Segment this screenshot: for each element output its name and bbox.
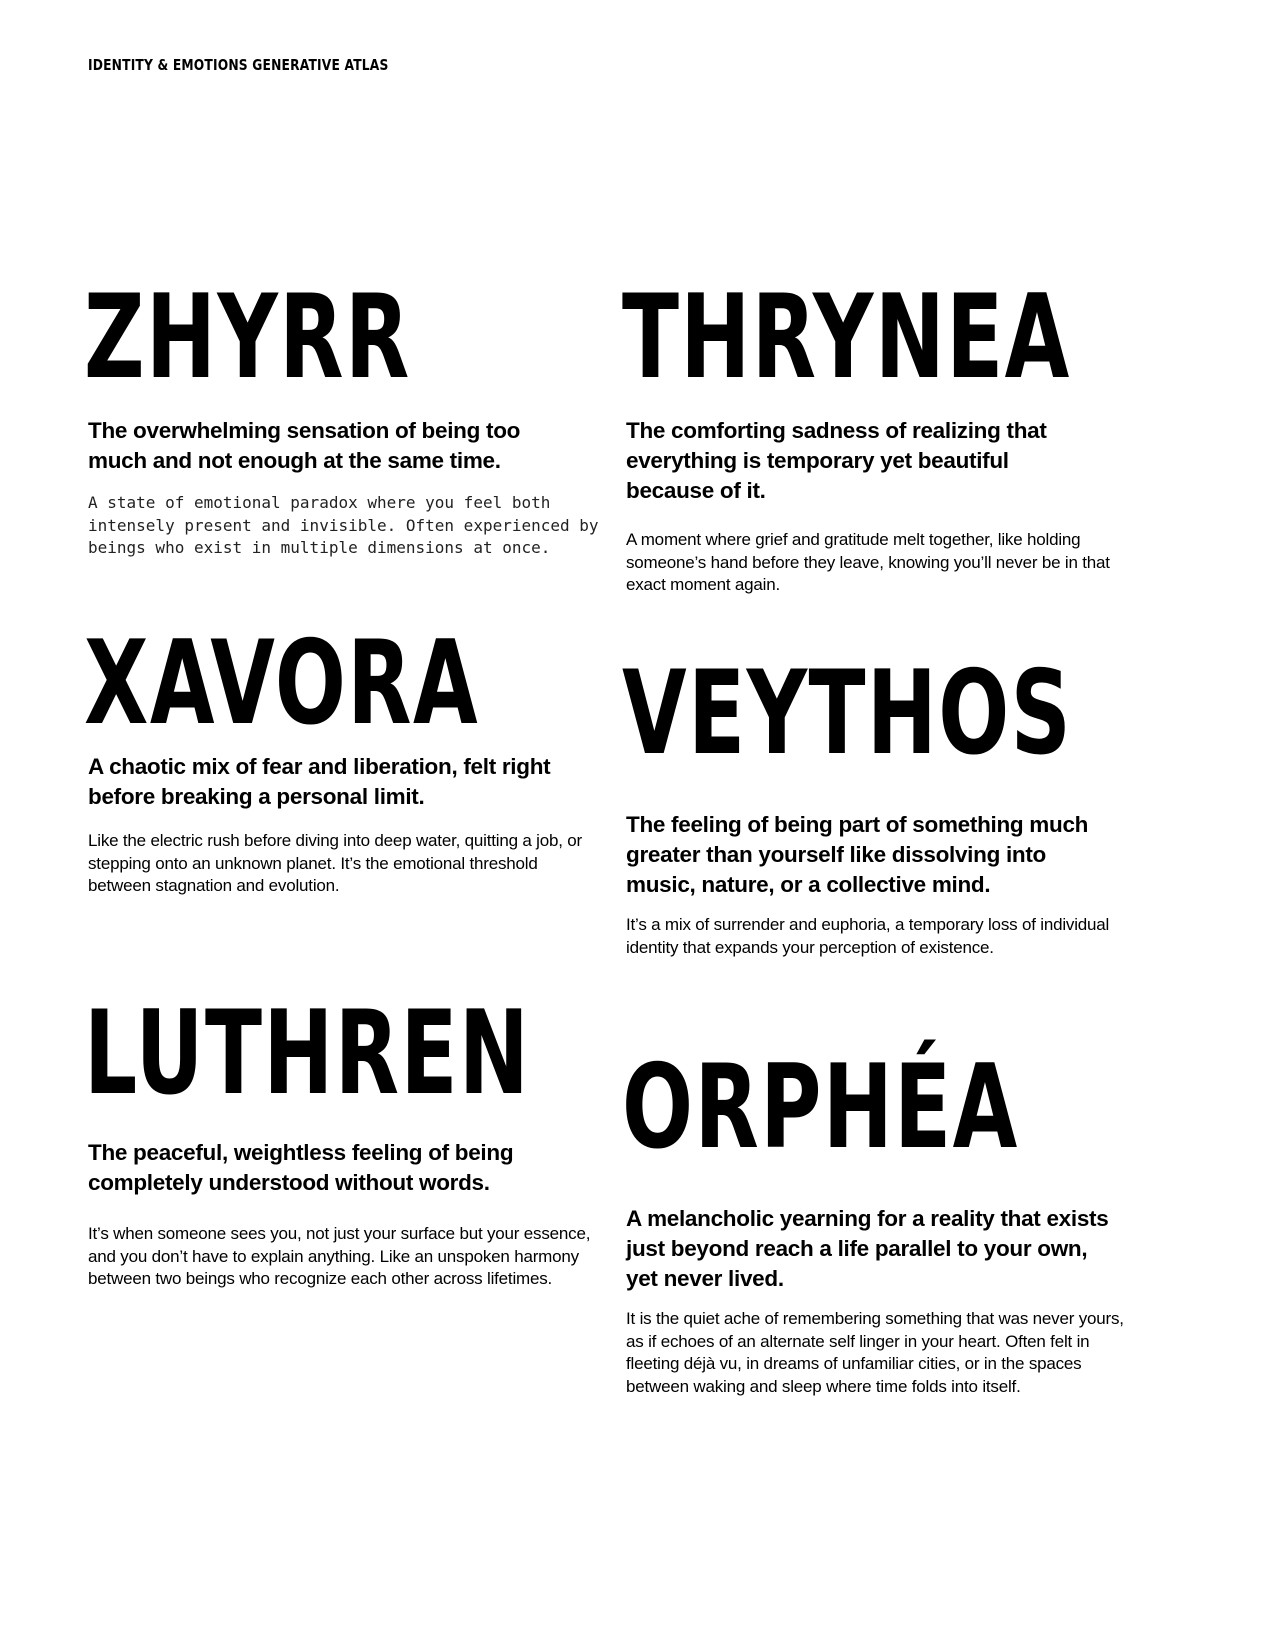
entry-word: THRYNEA <box>622 270 1071 405</box>
entry-lead: The overwhelming sensation of being too much and not enough at the same time. <box>88 418 521 473</box>
entry-description: It’s when someone sees you, not just your surface but your essence, and you don’t have to explain anything. Like an unspoken harmony between two beings who recognize each other across lifetimes. <box>88 1224 591 1288</box>
entry-word: VEYTHOS <box>622 646 1073 781</box>
entry-description: A state of emotional paradox where you feel both intensely present and invisible. Often experienced by beings who exist in multiple dimensions at once. <box>88 493 599 557</box>
entry-description: It is the quiet ache of remembering something that was never yours, as if echoes of an alternate self linger in your heart. Often felt in fleeting déjà vu, in dreams of unfamiliar cities, or in the spaces between waking and sleep where time folds into itself. <box>626 1309 1124 1396</box>
entry-lead: A melancholic yearning for a reality that exists just beyond reach a life parallel to your own, yet never lived. <box>626 1206 1109 1291</box>
entry-description: It’s a mix of surrender and euphoria, a temporary loss of individual identity that expands your perception of existence. <box>626 915 1110 957</box>
entry-lead: The comforting sadness of realizing that everything is temporary yet beautiful because of it. <box>626 418 1047 503</box>
entry-word: ZHYRR <box>84 270 411 405</box>
entry-word: LUTHREN <box>84 986 531 1121</box>
entry-description: Like the electric rush before diving into deep water, quitting a job, or stepping onto an unknown planet. It’s the emotional threshold between stagnation and evolution. <box>88 831 583 895</box>
entry-description: A moment where grief and gratitude melt together, like holding someone’s hand before they leave, knowing you’ll never be in that exact moment again. <box>626 530 1110 594</box>
page-header-title: IDENTITY & EMOTIONS GENERATIVE ATLAS <box>88 56 389 74</box>
entry-word: ORPHÉA <box>622 1040 1019 1175</box>
entry-word: XAVORA <box>84 616 480 751</box>
entry-lead: The peaceful, weightless feeling of being completely understood without words. <box>88 1140 514 1195</box>
entry-lead: The feeling of being part of something much greater than yourself like dissolving into music, nature, or a collective mind. <box>626 812 1089 897</box>
entry-lead: A chaotic mix of fear and liberation, felt right before breaking a personal limit. <box>88 754 551 809</box>
